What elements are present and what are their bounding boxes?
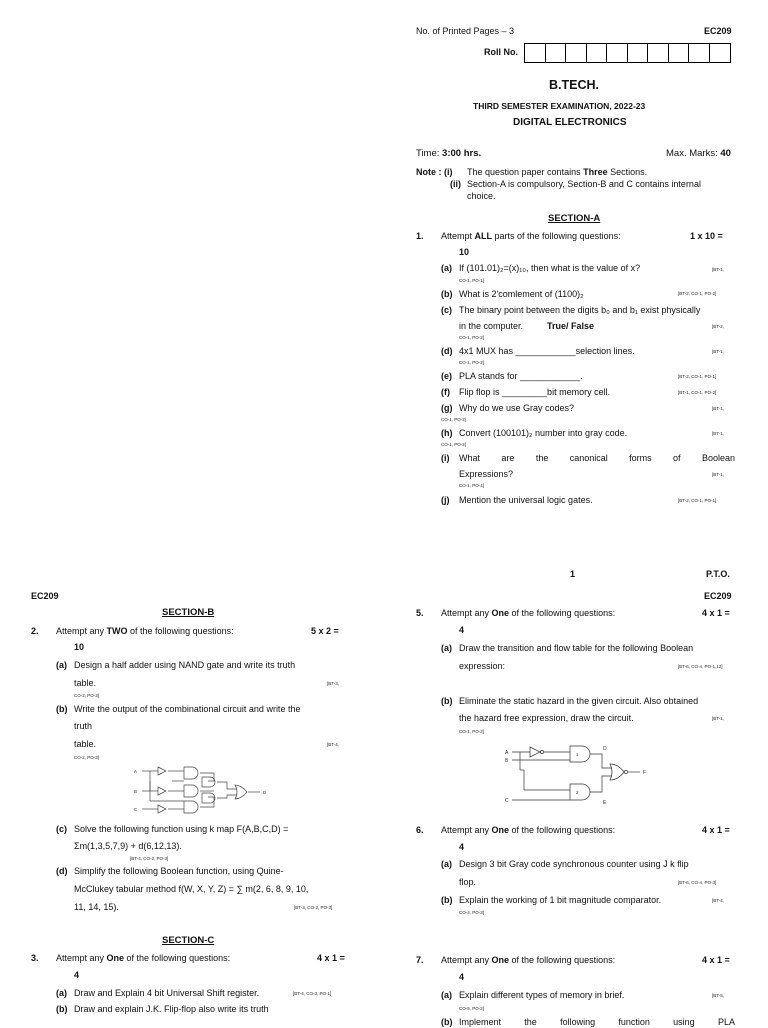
q3a-tag: [BT-4, CO-3, PO-1]: [293, 991, 332, 996]
q2d-tag: [BT-3, CO-2, PO-3]: [294, 905, 333, 910]
q1f-tag: [BT-1, CO-1, PO-2]: [678, 390, 717, 395]
paper-code-left: EC209: [31, 591, 59, 601]
q1d-tag: [BT-1,: [712, 349, 725, 354]
q6b-tag: [BT-4,: [712, 898, 725, 903]
q1i-text2: Expressions?: [459, 469, 514, 479]
fig-label-c: C: [134, 807, 138, 812]
q5-marks: 4 x 1 =: [702, 608, 730, 618]
q1h-text: Convert (100101)₂ number into gray code.: [459, 428, 628, 438]
q7-marks-total: 4: [459, 972, 465, 982]
q7a-text: Explain different types of memory in brief.: [459, 990, 625, 1000]
q5a-text1: Draw the transition and flow table for the following Boolean: [459, 643, 694, 653]
q7a-label: (a): [441, 990, 452, 1000]
q1-text: Attempt ALL parts of the following questions:: [441, 231, 621, 241]
q1e-text: PLA stands for ____________.: [459, 371, 583, 381]
q1g-label: (g): [441, 403, 453, 413]
q1c-true-false: True/ False: [547, 321, 595, 331]
q6b-tag-cont: CO-4, PO-3]: [459, 910, 485, 915]
fig-label-out: D: [263, 790, 267, 795]
q1g-text: Why do we use Gray codes?: [459, 403, 575, 413]
q2c-text1: Solve the following function using k map F(A,B,C,D) =: [74, 824, 289, 834]
q1-marks: 1 x 10 =: [690, 231, 723, 241]
q7-number: 7.: [416, 955, 424, 965]
q3-text: Attempt any One of the following questions:: [56, 953, 231, 963]
q1b-tag: [BT-2, CO-1, PO-2]: [678, 291, 717, 296]
q1b-text: What is 2'comlement of (1100)₂: [459, 289, 584, 299]
fig-label-a: A: [134, 769, 138, 774]
q1e-label: (e): [441, 371, 452, 381]
time-value: 3:00 hrs.: [442, 148, 482, 159]
hazard-circuit-figure: [500, 740, 660, 806]
q5-number: 5.: [416, 608, 424, 618]
q6-number: 6.: [416, 825, 424, 835]
fig2-label-b: B: [505, 758, 509, 764]
q1c-tag: [BT-2,: [712, 324, 725, 329]
q2b-tag-cont: CO-2, PO-3]: [74, 755, 100, 760]
q1b-label: (b): [441, 289, 453, 299]
q2c-tag: [BT-4, CO-2, PO-3]: [130, 856, 169, 861]
page-number: 1: [570, 569, 576, 579]
q2-marks: 5 x 2 =: [311, 626, 339, 636]
q7-text: Attempt any One of the following questions:: [441, 955, 616, 965]
combinational-circuit-figure: [132, 763, 277, 815]
q7a-tag: [BT-5,: [712, 993, 725, 998]
q2a-tag: [BT-3,: [327, 681, 340, 686]
q2b-text1: Write the output of the combinational circuit and write the: [74, 704, 301, 714]
fig-label-b: B: [134, 789, 138, 794]
fig2-label-a: A: [505, 750, 509, 756]
q1f-text: Flip flop is _________bit memory cell.: [459, 387, 611, 397]
q5b-tag-cont: CO-1, PO-2]: [459, 729, 485, 734]
time-label: Time:: [416, 148, 443, 159]
q1h-label: (h): [441, 428, 453, 438]
note-i: The question paper contains Three Sections.: [467, 167, 648, 177]
q5b-text2: the hazard free expression, draw the circuit.: [459, 713, 634, 723]
q1i-tag-cont: CO-1, PO-4]: [459, 483, 485, 488]
q1j-text: Mention the universal logic gates.: [459, 495, 593, 505]
q7a-tag-cont: CO-5, PO-2]: [459, 1006, 485, 1011]
q5a-label: (a): [441, 643, 452, 653]
q1h-tag-cont: CO-1, PO-2]: [441, 442, 467, 447]
q3b-text: Draw and explain J.K. Flip-flop also write its truth: [74, 1004, 269, 1014]
q1c-label: (c): [441, 305, 452, 315]
degree-title: B.TECH.: [549, 78, 599, 92]
note-label: Note : (i): [416, 167, 453, 177]
q1f-label: (f): [441, 387, 450, 397]
q2a-label: (a): [56, 660, 67, 670]
subject-title: DIGITAL ELECTRONICS: [513, 117, 627, 128]
q2d-label: (d): [56, 866, 68, 876]
fig2-label-f: F: [643, 770, 647, 776]
q1c-text2: in the computer.: [459, 321, 524, 331]
q2-text: Attempt any TWO of the following questions:: [56, 626, 234, 636]
q6a-label: (a): [441, 859, 452, 869]
pto: P.T.O.: [706, 569, 730, 579]
fig2-gate-2: 2: [576, 790, 579, 795]
q1g-tag-cont: CO-1, PO-2]: [441, 417, 467, 422]
q1d-text: 4x1 MUX has ____________selection lines.: [459, 346, 635, 356]
q7-marks: 4 x 1 =: [702, 955, 730, 965]
q1-number: 1.: [416, 231, 424, 241]
section-a-heading: SECTION-A: [548, 213, 601, 224]
q1j-tag: [BT-2, CO-1, PO-1]: [678, 498, 717, 503]
q1i-label: (i): [441, 453, 450, 463]
q7b-text: Implement the following function using PLA: [459, 1017, 735, 1027]
q2-marks-total: 10: [74, 642, 85, 652]
q1c-text1: The binary point between the digits b₀ and b₁ exist physically: [459, 305, 701, 315]
q1e-tag: [BT-2, CO-1, PO-1]: [678, 374, 717, 379]
q1j-label: (j): [441, 495, 450, 505]
q3-marks-total: 4: [74, 970, 80, 980]
exam-title: THIRD SEMESTER EXAMINATION, 2022-23: [473, 101, 646, 111]
q2d-text1: Simplify the following Boolean function, using Quine-: [74, 866, 284, 876]
fig2-label-c: C: [505, 798, 509, 804]
q1c-tag-cont: CO-1, PO-2]: [459, 335, 485, 340]
paper-code-right: EC209: [704, 591, 732, 601]
q2b-tag: [BT-4,: [327, 742, 340, 747]
section-b-heading: SECTION-B: [162, 607, 215, 618]
q3a-text: Draw and Explain 4 bit Universal Shift register.: [74, 988, 260, 998]
q1g-tag: [BT-1,: [712, 406, 725, 411]
q1h-tag: [BT-1,: [712, 431, 725, 436]
note-ii-label: (ii): [450, 179, 461, 189]
q2a-tag-cont: CO-2, PO-3]: [74, 693, 100, 698]
q7b-label: (b): [441, 1017, 453, 1027]
q2b-label: (b): [56, 704, 68, 714]
q1a-tag-cont: CO-1, PO-1]: [459, 278, 485, 283]
q3a-label: (a): [56, 988, 67, 998]
q6b-text: Explain the working of 1 bit magnitude comparator.: [459, 895, 662, 905]
marks-value: 40: [720, 148, 731, 159]
roll-number-boxes[interactable]: [524, 43, 731, 63]
q1a-text: If (101.01)₂=(x)₁₀, then what is the value of x?: [459, 263, 641, 273]
q6a-text2: flop.: [459, 877, 477, 887]
q5b-label: (b): [441, 696, 453, 706]
note-ii-line1: Section-A is compulsory, Section-B and C contains internal: [467, 179, 701, 189]
q1d-label: (d): [441, 346, 453, 356]
max-marks: [666, 148, 731, 160]
q6b-label: (b): [441, 895, 453, 905]
q5b-tag: [BT-1,: [712, 716, 725, 721]
q2c-label: (c): [56, 824, 67, 834]
q6-marks: 4 x 1 =: [702, 825, 730, 835]
roll-label: Roll No.: [484, 47, 518, 57]
section-c-heading: SECTION-C: [162, 935, 215, 946]
q1d-tag-cont: CO-1, PO-2]: [459, 360, 485, 365]
q2-number: 2.: [31, 626, 39, 636]
marks-label: Max. Marks:: [666, 148, 721, 159]
q1i-text1: What are the canonical forms of Boolean: [459, 453, 735, 463]
q6-text: Attempt any One of the following questions:: [441, 825, 616, 835]
q6a-text1: Design 3 bit Gray code synchronous counter using J k flip: [459, 859, 689, 869]
q1i-tag: [BT-1,: [712, 472, 725, 477]
q5a-text2: expression:: [459, 661, 506, 671]
fig2-gate-1: 1: [576, 752, 579, 757]
q6-marks-total: 4: [459, 842, 465, 852]
q3-marks: 4 x 1 =: [317, 953, 345, 963]
q5-text: Attempt any One of the following questions:: [441, 608, 616, 618]
q5b-text1: Eliminate the static hazard in the given circuit. Also obtained: [459, 696, 699, 706]
fig2-label-e: E: [603, 800, 607, 806]
q2b-text2: truth: [74, 721, 93, 731]
paper-code: EC209: [704, 26, 732, 36]
q2a-text1: Design a half adder using NAND gate and write its truth: [74, 660, 296, 670]
q5a-tag: [BT-6, CO-4, PO-1,12]: [678, 664, 723, 669]
time-line: [416, 148, 481, 160]
q2b-text3: table.: [74, 739, 97, 749]
q2a-text2: table.: [74, 678, 97, 688]
q6a-tag: [BT-6, CO-4, PO-3]: [678, 880, 717, 885]
note-ii-line2: choice.: [467, 191, 496, 201]
q3b-label: (b): [56, 1004, 68, 1014]
q2d-text2: McClukey tabular method f(W, X, Y, Z) = ∑ m(2, 6, 8, 9, 10,: [74, 884, 309, 894]
q2c-text2: Σm(1,3,5,7,9) + d(6,12,13).: [74, 841, 182, 851]
fig2-label-d: D: [603, 746, 607, 752]
printed-pages: No. of Printed Pages – 3: [416, 26, 515, 36]
q3-number: 3.: [31, 953, 39, 963]
q5-marks-total: 4: [459, 625, 465, 635]
q2d-text3: 11, 14, 15).: [74, 902, 119, 912]
q1-marks-total: 10: [459, 247, 470, 257]
q1a-tag: [BT-1,: [712, 267, 725, 272]
q1a-label: (a): [441, 263, 452, 273]
